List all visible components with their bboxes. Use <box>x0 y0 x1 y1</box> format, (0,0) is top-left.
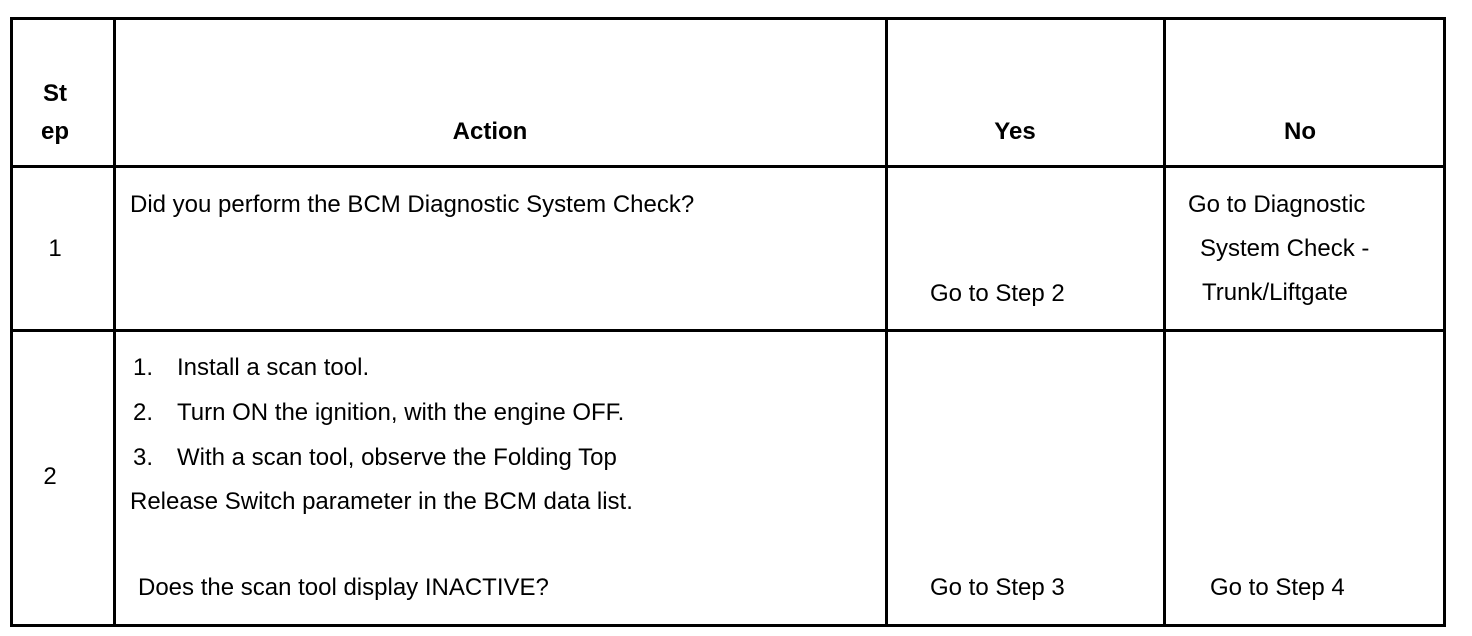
column-divider <box>1163 20 1166 624</box>
column-divider <box>113 20 116 624</box>
header-step-line1: St <box>43 80 67 107</box>
row2-action-continuation: Release Switch parameter in the BCM data list. <box>130 488 633 515</box>
row2-action-item3-number: 3. <box>133 444 154 471</box>
row2-action-item2-text: Turn ON the ignition, with the engine OFF. <box>177 399 625 426</box>
header-no: No <box>1284 118 1316 145</box>
row1-no-line2: System Check - <box>1200 235 1370 262</box>
row2-action-item2-number: 2. <box>133 399 154 426</box>
row2-no: Go to Step 4 <box>1210 574 1345 601</box>
header-yes: Yes <box>994 118 1036 145</box>
row2-action-item1-number: 1. <box>133 354 154 381</box>
row1-yes: Go to Step 2 <box>930 280 1065 307</box>
diagnostic-table <box>10 17 1446 627</box>
row2-action-item1-text: Install a scan tool. <box>177 354 370 381</box>
row2-question: Does the scan tool display INACTIVE? <box>138 574 549 601</box>
header-step-line2: ep <box>40 118 69 145</box>
row2-yes: Go to Step 3 <box>930 574 1065 601</box>
row1-no-line1: Go to Diagnostic <box>1188 191 1366 218</box>
row1-no-line3: Trunk/Liftgate <box>1202 279 1348 306</box>
header-action: Action <box>452 118 528 145</box>
row2-action-item3-text: With a scan tool, observe the Folding Top <box>177 444 617 471</box>
row-divider <box>13 165 1443 168</box>
row2-step: 2 <box>43 463 57 490</box>
row1-action: Did you perform the BCM Diagnostic System Check? <box>130 191 695 218</box>
row1-step: 1 <box>48 235 62 262</box>
row-divider <box>13 329 1443 332</box>
column-divider <box>885 20 888 624</box>
